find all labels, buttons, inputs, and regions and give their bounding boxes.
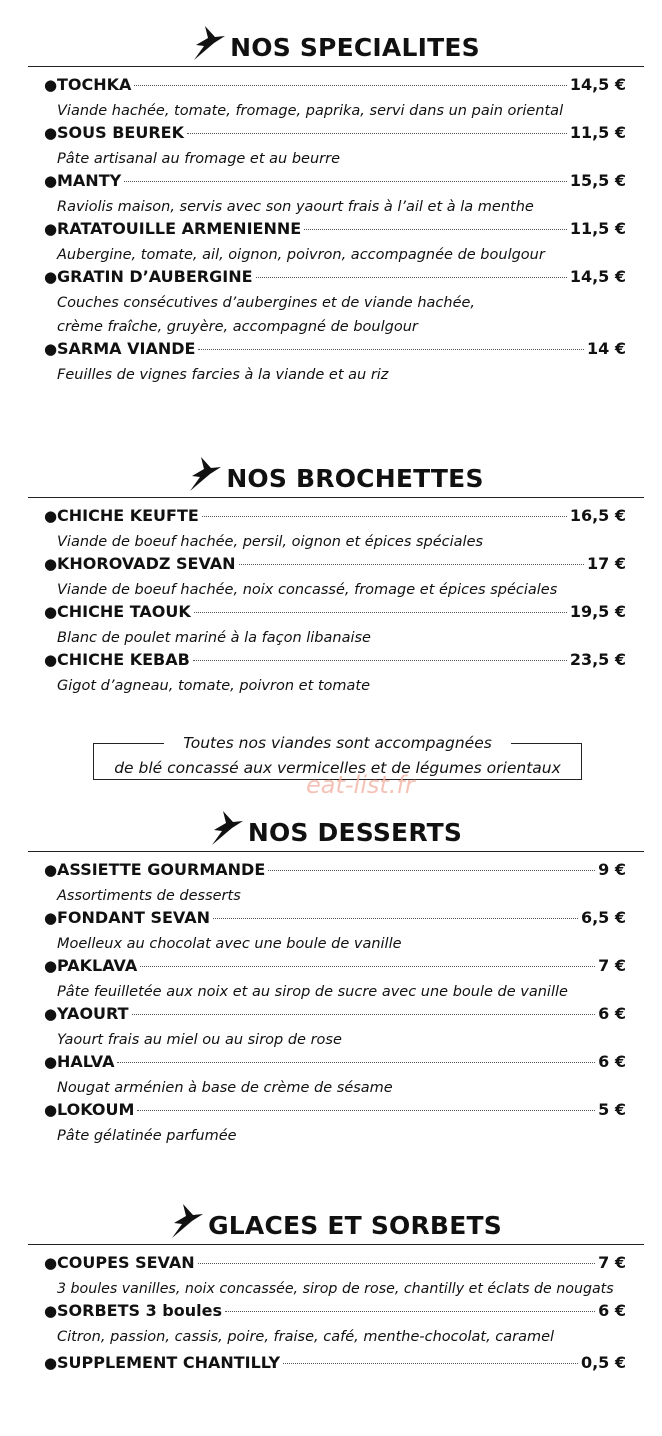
item-description: Raviolis maison, servis avec son yaourt frais à l’ail et à la menthe (57, 199, 534, 215)
bullet-icon: ● (44, 1254, 58, 1272)
menu-item (44, 75, 626, 123)
section-title: GLACES ET SORBETS (28, 1202, 644, 1240)
menu-item (44, 1253, 644, 1301)
menu-item (44, 506, 626, 554)
item-price: 14,5 € (569, 267, 626, 286)
menu-item (44, 219, 626, 267)
item-name: RATATOUILLE ARMENIENNE (57, 219, 302, 238)
item-price: 19,5 € (569, 602, 626, 621)
item-description: Citron, passion, cassis, poire, fraise, café, menthe-chocolat, caramel (57, 1329, 555, 1345)
menu-item (44, 123, 626, 171)
bullet-icon: ● (44, 1053, 58, 1071)
item-description: Viande hachée, tomate, fromage, paprika, servi dans un pain oriental (57, 103, 564, 119)
menu-item (44, 602, 626, 650)
bullet-icon: ● (44, 220, 58, 238)
item-name: YAOURT (57, 1004, 129, 1023)
item-description: 3 boules vanilles, noix concassée, sirop de rose, chantilly et éclats de nougats (57, 1281, 614, 1297)
item-name: TOCHKA (57, 75, 132, 94)
dotted-leader (202, 516, 567, 517)
item-list (0, 1253, 662, 1377)
swallow-bird-icon (188, 455, 222, 493)
bullet-icon: ● (44, 76, 58, 94)
item-description: crème fraîche, gruyère, accompagné de boulgour (57, 319, 418, 335)
dotted-leader (137, 1110, 595, 1111)
menu-item (44, 171, 626, 219)
item-name: SUPPLEMENT CHANTILLY (57, 1353, 281, 1372)
item-price: 5 € (598, 1100, 626, 1119)
item-price: 14 € (587, 339, 626, 358)
bullet-icon: ● (44, 651, 58, 669)
item-price: 9 € (598, 860, 626, 879)
menu-item (44, 1353, 626, 1377)
menu-item (44, 554, 626, 602)
section-header (28, 20, 644, 67)
note-line-1: Toutes nos viandes sont accompagnées (94, 732, 581, 754)
swallow-bird-icon (192, 24, 226, 62)
item-description: Gigot d’agneau, tomate, poivron et tomate (57, 678, 371, 694)
swallow-bird-icon (170, 1202, 204, 1240)
item-name: CHICHE TAOUK (57, 602, 191, 621)
menu-item (44, 1004, 626, 1052)
bullet-icon: ● (44, 555, 58, 573)
item-name: CHICHE KEBAB (57, 650, 190, 669)
menu-item (44, 1100, 626, 1148)
menu-item (44, 339, 626, 387)
bullet-icon: ● (44, 957, 58, 975)
item-price: 0,5 € (580, 1353, 626, 1372)
section-desserts (0, 805, 662, 1148)
item-description: Couches consécutives d’aubergines et de viande hachée, (57, 295, 476, 311)
dotted-leader (304, 229, 567, 230)
item-name: ASSIETTE GOURMANDE (57, 860, 266, 879)
item-name: COUPES SEVAN (57, 1253, 195, 1272)
dotted-leader (132, 1014, 596, 1015)
item-name: LOKOUM (57, 1100, 135, 1119)
item-price: 15,5 € (569, 171, 626, 190)
menu-item (44, 267, 626, 339)
bullet-icon: ● (44, 1005, 58, 1023)
bullet-icon: ● (44, 124, 58, 142)
bullet-icon: ● (44, 603, 58, 621)
item-price: 7 € (598, 956, 626, 975)
item-description: Aubergine, tomate, ail, oignon, poivron, accompagnée de boulgour (57, 247, 545, 263)
item-name: HALVA (57, 1052, 115, 1071)
dotted-leader (140, 966, 595, 967)
section-header (28, 1198, 644, 1245)
item-list (0, 506, 662, 698)
item-price: 23,5 € (569, 650, 626, 669)
dotted-leader (198, 349, 584, 350)
bullet-icon: ● (44, 340, 58, 358)
menu-item (44, 650, 626, 698)
bullet-icon: ● (44, 1101, 58, 1119)
dotted-leader (213, 918, 578, 919)
bullet-icon: ● (44, 1302, 58, 1320)
section-specialites (0, 20, 662, 387)
menu-item (44, 1052, 626, 1100)
bullet-icon: ● (44, 1354, 58, 1372)
dotted-leader (239, 564, 584, 565)
section-title: NOS DESSERTS (28, 809, 644, 847)
item-name: MANTY (57, 171, 122, 190)
item-price: 14,5 € (569, 75, 626, 94)
item-price: 6,5 € (580, 908, 626, 927)
bullet-icon: ● (44, 268, 58, 286)
watermark: eat-list.fr (306, 771, 415, 799)
dotted-leader (198, 1263, 596, 1264)
item-price: 7 € (598, 1253, 626, 1272)
item-name: GRATIN D’AUBERGINE (57, 267, 253, 286)
bullet-icon: ● (44, 909, 58, 927)
section-title: NOS SPECIALITES (28, 24, 644, 62)
dotted-leader (268, 870, 595, 871)
section-glaces (0, 1198, 662, 1377)
item-description: Nougat arménien à base de crème de sésame (57, 1080, 393, 1096)
dotted-leader (193, 660, 567, 661)
item-description: Blanc de poulet mariné à la façon libanaise (57, 630, 371, 646)
item-price: 6 € (598, 1301, 626, 1320)
section-header (28, 451, 644, 498)
section-title: NOS BROCHETTES (28, 455, 644, 493)
note-line-2: de blé concassé aux vermicelles et de légumes orientaux (114, 759, 561, 777)
item-description: Feuilles de vignes farcies à la viande et au riz (57, 367, 389, 383)
section-brochettes (0, 451, 662, 698)
dotted-leader (117, 1062, 595, 1063)
dotted-leader (225, 1311, 595, 1312)
item-price: 6 € (598, 1052, 626, 1071)
item-price: 11,5 € (569, 123, 626, 142)
item-price: 11,5 € (569, 219, 626, 238)
item-list (0, 860, 662, 1148)
dotted-leader (124, 181, 567, 182)
bullet-icon: ● (44, 172, 58, 190)
dotted-leader (194, 612, 567, 613)
dotted-leader (283, 1363, 578, 1364)
menu-item (44, 1301, 626, 1349)
dotted-leader (256, 277, 567, 278)
bullet-icon: ● (44, 507, 58, 525)
item-description: Yaourt frais au miel ou au sirop de rose (57, 1032, 342, 1048)
section-header (28, 805, 644, 852)
bullet-icon: ● (44, 861, 58, 879)
item-name: FONDANT SEVAN (57, 908, 210, 927)
menu-item (44, 860, 626, 908)
menu-item (44, 908, 626, 956)
item-description: Assortiments de desserts (57, 888, 241, 904)
item-description: Viande de boeuf hachée, persil, oignon et épices spéciales (57, 534, 484, 550)
item-description: Pâte feuilletée aux noix et au sirop de sucre avec une boule de vanille (57, 984, 568, 1000)
item-name: PAKLAVA (57, 956, 138, 975)
dotted-leader (187, 133, 567, 134)
dotted-leader (134, 85, 566, 86)
item-price: 6 € (598, 1004, 626, 1023)
item-description: Pâte gélatinée parfumée (57, 1128, 237, 1144)
swallow-bird-icon (210, 809, 244, 847)
item-name: SOUS BEUREK (57, 123, 184, 142)
item-price: 17 € (587, 554, 626, 573)
item-description: Pâte artisanal au fromage et au beurre (57, 151, 340, 167)
item-description: Moelleux au chocolat avec une boule de vanille (57, 936, 402, 952)
item-name: KHOROVADZ SEVAN (57, 554, 236, 573)
item-list (0, 75, 662, 387)
item-description: Viande de boeuf hachée, noix concassé, fromage et épices spéciales (57, 582, 558, 598)
item-price: 16,5 € (569, 506, 626, 525)
item-name: SARMA VIANDE (57, 339, 196, 358)
menu-item (44, 956, 626, 1004)
item-name: SORBETS 3 boules (57, 1301, 222, 1320)
item-name: CHICHE KEUFTE (57, 506, 199, 525)
